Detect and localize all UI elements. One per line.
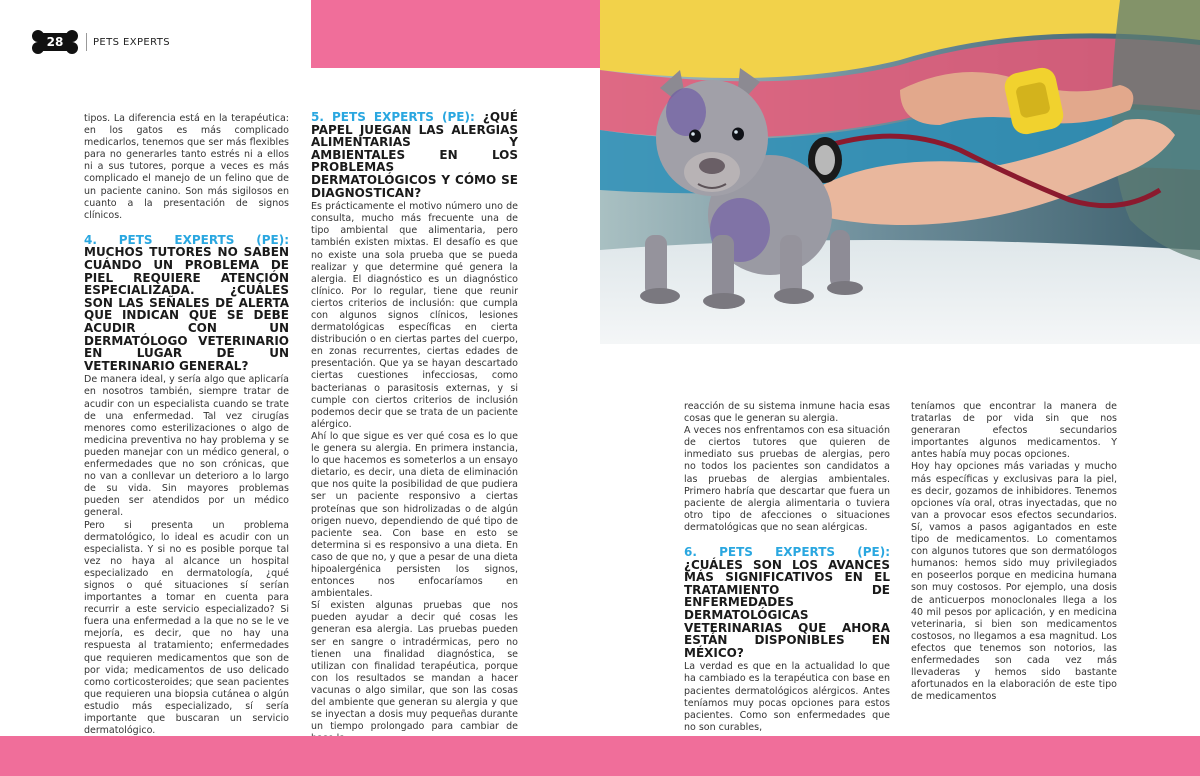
page-number-badge [32,30,78,54]
question-6-text: ¿CUÁLES SON LOS AVANCES MÁS SIGNIFICATIVOS EN EL TRATAMIENTO DE ENFERMEDADES DERMATOLÓGICAS VETERINARIAS QUE AHORA ESTÁN DISPONIBLES EN MÉXICO? [684,557,890,660]
puppy-stethoscope-illustration [600,0,1200,344]
answer-4-paragraph-1: De manera ideal, y sería algo que aplicaría en nosotros también, siempre tratar de acudir con un especialista cuando se trate de una enfermedad. Tal vez cirugías menores como esterilizaciones o algo de medicina preventiva no hay problema y se pueden manejar con un médico general, o enfermedades que no son crónicas, que no van a conllevar un deterioro a lo largo de su vida. Sin mayores problemas pueden ser atendidos por un médico general. [84,374,289,519]
brand-word-experts: EXPERTS [123,36,170,48]
answer-6-continuation: teníamos que encontrar la manera de tratarlas de por vida sin que nos generaran efectos secundarios importantes algunos medicamentos. Y antes había muy pocas opciones. [911,401,1117,461]
text-column-1 [84,113,289,737]
page-header [32,30,170,54]
answer-5-paragraph-3: Sí existen algunas pruebas que nos pueden ayudar a decir qué cosas les generan esa alergia. Las pruebas pueden ser en sangre o intradérmicas, pero no tienen una finalidad diagnóstica, se utilizan con finalidad terapéutica, porque con los resultados se mandan a hacer vacunas o algo similar, que son las cosas del ambiente que generan su alergia y que se inyectan a dosis muy pequeñas durante un tiempo prolongado para cambiar de [311,600,518,733]
answer-6-paragraph-2: Hoy hay opciones más variadas y mucho más específicas y exclusivas para la piel, es decir, gozamos de inhibidores. Tenemos opciones vía oral, otras inyectadas, que no van a provocar esos efectos secundarios. Sí, vamos a pasos agigantados en este tipo de medicamentos. Lo comentamos con algunos tutores que son dermatólogos humanos: hemos sido muy privilegiados en poseerlos porque en medicina humana son muy costosos. Por ejemplo, una dosis de anticuerpos monoclonales llega a los 40 mil pesos por aplicación, y en medicina veterinaria, si bien son medicamentos costosos, no llegamos a esa magnitud. Los efectos que tenemos son notorios, las enfermedades son cada vez más llevaderas y hemos sido bastante afortunados en la elaboración de este tipo de medicamentos [911,461,1117,703]
answer-4-paragraph-2: Pero si presenta un problema dermatológico, lo ideal es acudir con un especialista. Y si no es posible porque tal vez no haya al alcance un hospital especializado en dermatología, ¿qué signos o qué situaciones sí serían importantes a tomar en cuenta para recurrir a este servicio especializado? Si fuera una enfermedad a la que no se le ve mejoría, es decir, que no hay una respuesta al tratamiento; enfermedades que requieren medicamentos que son de por vida; medicamentos de uso delicado como corticosteroides; que sean pacientes que requieren una biopsia cutánea o algún estudio más especializado, sí sería importante que buscaran un servicio dermatológico. [84,519,289,737]
question-5-heading [311,111,518,199]
answer-5-paragraph-1: Es prácticamente el motivo número uno de consulta, mucho más frecuente una de tipo ambiental que alimentaria, pero también existen mixtas. El desafío es que no existe una sola prueba que se pueda realizar y que determine qué genera la alergia. El diagnóstico es un diagnóstico clínico. Por lo regular, tiene que reunir ciertos criterios de inclusión: que cumpla con algunos signos clínicos, lesiones dermatológicas específicas en cierta distribución o en ciertas partes del cuerpo, en zonas recurrentes, ciertas edades de presentación. Que ya se hayan descartado ciertas cuestiones infecciosas, como bacterianas o parasitosis externas, y si cumple con ciertos criterios de inclusión podemos decir que se trata de un paciente alérgico. [311,201,518,430]
intro-paragraph: tipos. La diferencia está en la terapéutica: en los gatos es más complicado medicarlos, tenemos que ser más flexibles para no generarles tanto estrés ni a ellos ni a sus tutores, porque a veces es más complicado el manejo de un felino que de un paciente canino. Son más sigilosos en cuanto a la presentación de signos clínicos. [84,113,289,221]
question-6-label: 6. PETS EXPERTS (PE): [684,545,890,560]
text-column-4 [911,401,1117,703]
question-4-heading [84,234,289,373]
puppy-vet-photo [600,0,1200,344]
magazine-brand [93,37,170,48]
text-column-2 [311,111,518,745]
answer-5-continuation: reacción de su sistema inmune hacia esas cosas que le generan su alergia. [684,401,890,425]
pink-footer-bar [0,736,1200,776]
text-column-3 [684,401,890,734]
question-4-text: MUCHOS TUTORES NO SABEN CUÁNDO UN PROBLEMA DE PIEL REQUIERE ATENCIÓN ESPECIALIZADA. ¿CUÁLES SON LAS SEÑALES DE ALERTA QUE INDICAN QUE SE DEBE ACUDIR CON UN DERMATÓLOGO VETERINARIO EN LUGAR DE UN VETERINARIO GENERAL? [84,245,289,373]
pink-header-bar [311,0,600,68]
question-6-heading [684,546,890,659]
question-5-label: 5. PETS EXPERTS (PE): [311,110,475,124]
answer-6-paragraph-1: La verdad es que en la actualidad lo que ha cambiado es la terapéutica con base en pacientes dermatológicos alérgicos. Antes teníamos muy pocas opciones para estos pacientes. Como son enfermedades que no son curables, [684,661,890,733]
answer-5-paragraph-2: Ahí lo que sigue es ver qué cosa es lo que le genera su alergia. En primera instancia, lo que hacemos es someterlos a un ensayo dietario, es decir, una dieta de eliminación que nos quite la posibilidad de que pudiera ser un paciente responsivo a ciertas proteínas que son hidrolizadas o de algún origen nuevo, dependiendo de qué tipo de paciente sea. Con base en esto se determina si es responsivo a una dieta. En caso de que no, y que a pesar de una dieta hipoalergénica persisten los signos, entonces nos enfocaríamos en ambientales. [311,430,518,600]
brand-word-pets: PETS [93,36,120,48]
question-4-label: 4. PETS EXPERTS (PE): [84,232,289,247]
answer-5-paragraph-4: A veces nos enfrentamos con esa situación de ciertos tutores que quieren de inmediato sus pruebas de alergias, pero no todos los pacientes son candidatos a las pruebas de alergias ambientales. Primero habría que descartar que fuera un paciente de alergia alimentaria o tuviera otro tipo de afecciones o situaciones dermatológicas que no sean alérgicas. [684,425,890,533]
question-5-text: ¿QUÉ PAPEL JUEGAN LAS ALERGIAS ALIMENTARIAS Y AMBIENTALES EN LOS PROBLEMAS DERMATOLÓGICOS Y CÓMO SE DIAGNOSTICAN? [311,110,518,200]
page-number: 28 [46,35,64,49]
header-divider [86,33,87,51]
